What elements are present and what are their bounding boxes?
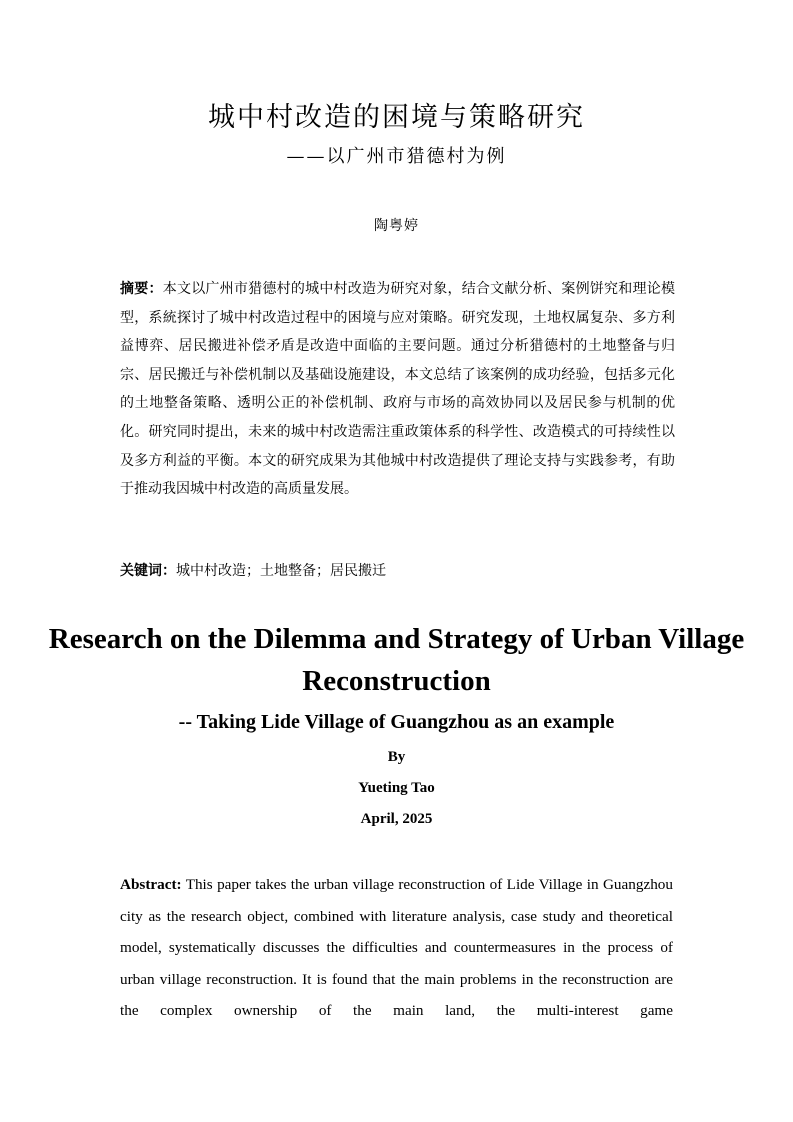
chinese-keywords-text: 城中村改造；土地整备；居民搬迁: [176, 563, 386, 579]
english-by-line: By: [387, 749, 406, 765]
chinese-abstract: [120, 275, 675, 504]
chinese-keywords: [120, 558, 675, 584]
english-date: April, 2025: [360, 811, 433, 827]
english-abstract: [120, 869, 673, 1027]
english-abstract-text: This paper takes the urban village reconstruction of Lide Village in Guangzhou city as the research object, combined with literature analysis, case study and theoretical model, systematically discusses the difficulties and countermeasures in the process of urban village reconstruction. It is found that the main problems in the reconstruction are the complex ownership of the main land, the multi-interest game: [120, 876, 673, 1019]
chinese-abstract-label: 摘要：: [120, 281, 163, 297]
english-title: Research on the Dilemma and Strategy of Urban Village Reconstruction: [48, 623, 745, 697]
chinese-keywords-label: 关键词：: [120, 563, 176, 579]
chinese-author: 陶粤婷: [374, 218, 419, 234]
chinese-subtitle: ——以广州市猎德村为例: [286, 146, 507, 167]
chinese-title: 城中村改造的困境与策略研究: [208, 102, 585, 133]
english-subtitle: -- Taking Lide Village of Guangzhou as an example: [178, 711, 615, 733]
english-author: Yueting Tao: [358, 780, 435, 796]
english-abstract-label: Abstract:: [120, 876, 182, 893]
chinese-abstract-text: 本文以广州市猎德村的城中村改造为研究对象，结合文献分析、案例饼究和理论模型，系統探讨了城中村改造过程中的困境与应对策略。研究发现，土地权属复杂、多方利益博弈、居民搬进补偿矛盾是改造中面临的主要问题。通过分析猎德村的土地整备与归宗、居民搬迁与补偿机制以及基础设施建设，本文总结了该案例的成功经验，包括多元化的土地整备策略、透明公正的补偿机制、政府与市场的高效协同以及居民参与机制的优化。研究同时提出，未来的城中村改造需注重政策体系的科学性、改造模式的可持续性以及多方利益的平衡。本文的研究成果为其他城中村改造提供了理论支持与实践参考，有助于推动我因城中村改造的高质量发展。: [120, 281, 676, 498]
